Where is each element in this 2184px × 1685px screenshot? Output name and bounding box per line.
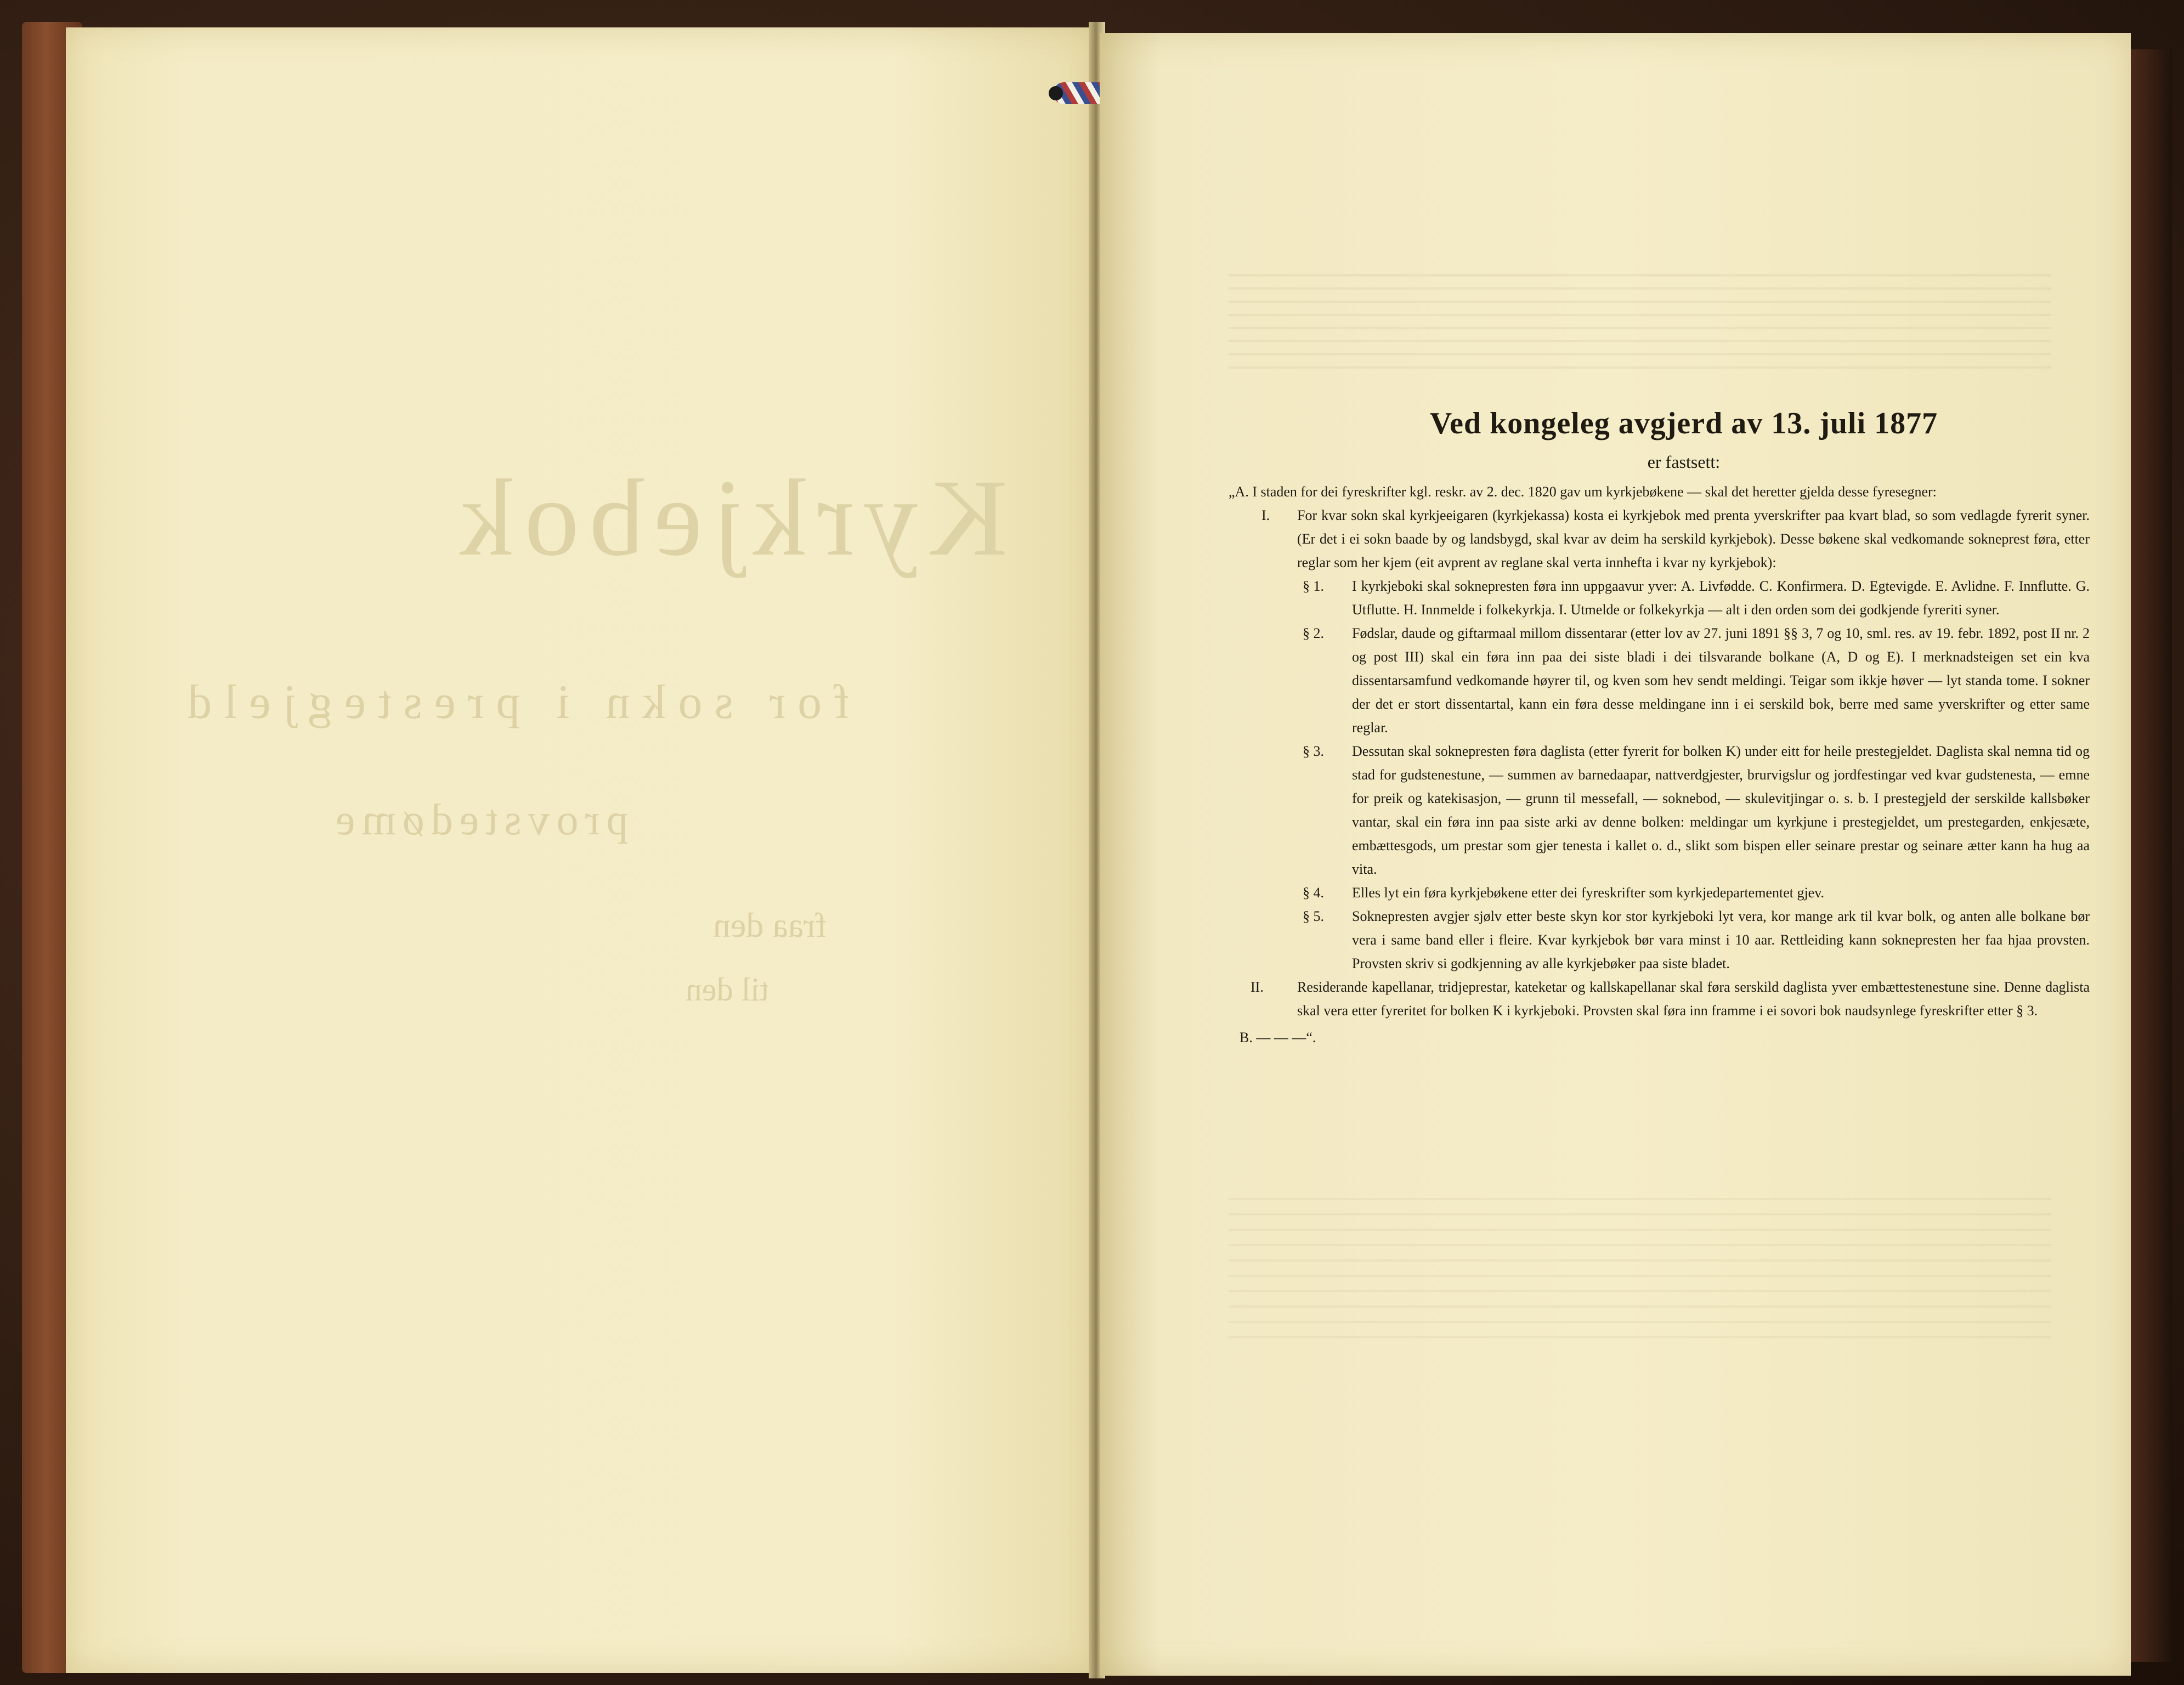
paragraph-B: [1229, 1026, 2090, 1049]
left-page-line-3: fraa den: [713, 906, 827, 945]
left-page-line-1: for sokn i prestegjeld: [176, 676, 850, 729]
paragraph-A: [1229, 480, 2090, 504]
paragraph-section-3: [1229, 739, 2090, 881]
paragraph-A-text: I staden for dei fyreskrifter kgl. reskr. av 2. dec. 1820 gav um kyrkjebøkene — skal det heretter gjelda desse fyresegner:: [1252, 484, 1937, 500]
paragraph-I-mark: I.: [1261, 507, 1270, 523]
paragraph-B-text: — — —“.: [1256, 1030, 1316, 1045]
section-5-text: Soknepresten avgjer sjølv etter beste skyn kor stor kyrkjeboki lyt vera, kor mange ark til kvar bolk, og anten alle bolkane bør vera i same band eller i fleire. Kvar kyrkjebok bør vara minst i 10 aar. Rettleiding kann soknepresten her faa hjaa provsten. Provsten skriv si godkjenning av alle kyrkjebøker paa siste bladet.: [1352, 908, 2090, 971]
thread-knot-left: [1049, 86, 1063, 100]
left-page-line-2: provstedøme: [329, 796, 629, 844]
section-5-mark: § 5.: [1303, 908, 1324, 924]
section-1-text: I kyrkjeboki skal soknepresten føra inn uppgaavur yver: A. Livfødde. C. Konfirmera. D. Egtevigde. E. Avlidne. F. Innflutte. G. Utflutte. H. Innmelde i folkekyrkja. I. Utmelde or folkekyrkja — alt i den orden som dei godkjende fyreriti syner.: [1352, 578, 2090, 618]
page-subheading: er fastsett:: [1647, 452, 1721, 472]
paragraph-I: [1229, 504, 2090, 574]
bleedthrough-bottom: [1229, 1185, 2051, 1349]
left-page-line-4: til den: [686, 971, 769, 1008]
section-2-mark: § 2.: [1303, 625, 1324, 641]
left-page: [66, 27, 1097, 1673]
paragraph-II: [1229, 975, 2090, 1022]
section-4-text: Elles lyt ein føra kyrkjebøkene etter dei fyreskrifter som kyrkjedepartementet gjev.: [1352, 885, 1825, 901]
paragraph-I-text: For kvar sokn skal kyrkjeeigaren (kyrkjekassa) kosta ei kyrkjebok med prenta yverskrifter paa kvart blad, so som vedlagde fyrerit syner. (Er det i ei sokn baade by og landsbygd, skal kvar av deim ha serskild kyrkjebok). Desse bøkene skal vedkomande sokneprest føra, etter reglar som her kjem (eit avprent av reglane skal verta innhefta i kvar ny kyrkjebok):: [1297, 507, 2090, 570]
paragraph-section-4: [1229, 881, 2090, 904]
paragraph-section-2: [1229, 621, 2090, 739]
bleedthrough-top: [1229, 263, 2051, 373]
paragraph-B-mark: B.: [1240, 1030, 1257, 1045]
section-1-mark: § 1.: [1303, 578, 1324, 594]
section-2-text: Fødslar, daude og giftarmaal millom dissentarar (etter lov av 27. juni 1891 §§ 3, 7 og 10, sml. res. av 19. febr. 1892, post II nr. 2 og post III) skal ein føra inn paa dei siste bladi i dei tilsvarande bolkane (A, D og E). I merknadsteigen set ein kva dissentarsamfund vedkomande høyrer til, og kven som hev sendt meldingi. Teigar som ikkje høver — lyt standa tome. I sokner der det er stort dissentartal, kann ein føra desse meldingane inn i ei serskild bok, berre med same yverskrifter og etter same reglar.: [1352, 625, 2090, 736]
section-3-text: Dessutan skal soknepresten føra daglista (etter fyrerit for bolken K) under eitt for heile prestegjeldet. Daglista skal nemna tid og stad for gudstenestune, — summen av barnedaapar, nattverdgjester, brurvigslur og jordfestingar ved kvar gudstenesta, — emne for preik og katekisasjon, — grunn til messefall, — soknebod, — skulevitjingar o. s. b. I prestegjeld der serskilde kallsbøker vantar, skal ein føra inn paa siste arki av denne bolken: meldingar um kyrkjune i prestegjeldet, um prestegarden, enkjesæte, embættesgods, um prestar som gjer tenesta i kallet o. d., slikt som bispen eller seinare prestar og seinare ætter kann ha hug aa vita.: [1352, 743, 2090, 877]
paragraph-A-mark: „A.: [1229, 484, 1253, 500]
left-page-title-bleedthrough: Kyrkjebok: [450, 457, 1008, 579]
paragraph-II-mark: II.: [1251, 979, 1264, 995]
paragraph-section-5: [1229, 904, 2090, 975]
paragraph-II-text: Residerande kapellanar, tridjeprestar, kateketar og kallskapellanar skal føra serskild daglista yver embættestenestune sine. Denne daglista skal vera etter fyreritet for bolken K i kyrkjeboki. Provsten skal føra inn framme i ei sovori bok naudsynlege fyreskrifter etter § 3.: [1297, 979, 2090, 1019]
page-heading: Ved kongeleg avgjerd av 13. juli 1877: [1429, 406, 1938, 440]
section-3-mark: § 3.: [1303, 743, 1324, 759]
section-4-mark: § 4.: [1303, 885, 1324, 901]
paragraph-section-1: [1229, 574, 2090, 621]
right-page-text: [1229, 406, 2090, 1049]
